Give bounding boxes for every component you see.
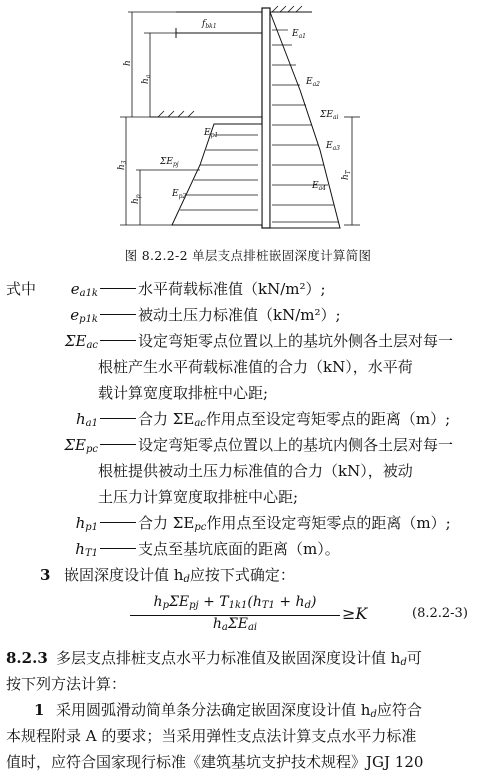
formula-denominator: $h_a\Sigma E_{ai}$: [212, 616, 258, 633]
definition-row: [6, 328, 492, 354]
label-E-a1: $E_{a1}$: [292, 29, 306, 40]
definition-text: 被动土压力标准值（kN/m²）;: [138, 306, 341, 324]
em-dash: [100, 522, 136, 523]
definition-continuation: 根桩提供被动土压力标准值的合力（kN），被动: [98, 462, 413, 480]
item-3-row: [6, 562, 492, 588]
item-number: 1: [34, 701, 45, 719]
calculation-diagram: [0, 0, 496, 240]
label-sum-Eai: $\Sigma E_{ai}$: [320, 110, 339, 121]
formula-relation: ≥K: [342, 604, 368, 623]
symbol: $\Sigma E_{ac}$: [64, 332, 98, 351]
definition-text: 支点至基坑底面的距离（m）。: [138, 540, 340, 558]
item-text-line2: 本规程附录 A 的要求；当采用弹性支点法计算支点水平力标准: [6, 727, 417, 745]
definition-continuation: 载计算宽度取排桩中心距;: [98, 384, 269, 402]
label-E-p2: $E_{p2}$: [172, 189, 187, 200]
label-h-a: $h_a$: [141, 74, 152, 84]
section-number: 8.2.3: [6, 649, 48, 667]
label-E-p1: $E_{p1}$: [204, 128, 219, 139]
symbol: $h_{a1}$: [76, 410, 98, 429]
label-E-a2: $E_{a2}$: [306, 77, 320, 88]
active-pressure-zone: [270, 12, 340, 228]
definitions-block: [6, 276, 492, 588]
symbol: $h_{T1}$: [75, 540, 98, 559]
section-text-line2: 按下列方法计算：: [6, 675, 127, 693]
label-h-3: $h_3$: [117, 160, 128, 170]
where-lead: 式中: [6, 280, 37, 298]
definition-text: 水平荷载标准值（kN/m²）;: [138, 280, 326, 298]
definition-text: 合力 $\Sigma E_{pc}$作用点至设定弯矩零点的距离（m）;: [138, 514, 451, 533]
item-1-row: [6, 697, 492, 723]
section-8-2-3: [6, 645, 492, 775]
definition-continuation: 根桩产生水平荷载标准值的合力（kN），水平荷: [98, 358, 413, 376]
definition-row: [6, 276, 492, 302]
em-dash: [100, 444, 136, 445]
formula-8-2-2-3: [130, 594, 496, 638]
definition-row: [6, 510, 492, 536]
definition-row: [6, 432, 492, 458]
definition-row: [6, 536, 492, 562]
definition-text: 设定弯矩零点位置以上的基坑内侧各土层对每一: [138, 436, 454, 454]
item-text: 嵌固深度设计值 $h_d$应按下式确定：: [64, 566, 295, 585]
symbol: $\Sigma E_{pc}$: [64, 436, 98, 455]
label-h-T: $h_T$: [341, 170, 352, 180]
label-E-a3: $E_{a3}$: [326, 141, 340, 152]
definition-continuation: 土压力计算宽度取排桩中心距;: [98, 488, 299, 506]
section-text: 多层支点排桩支点水平力标准值及嵌固深度设计值 $h_d$可: [56, 649, 422, 668]
ground-hatch-top: [272, 6, 302, 12]
item-text: 采用圆弧滑动简单条分法确定嵌固深度设计值 $h_d$应符合: [56, 701, 422, 720]
item-text-line3: 值时，应符合国家现行标准《建筑基坑支护技术规程》JGJ 120: [6, 753, 424, 771]
em-dash: [100, 314, 136, 315]
figure-caption: 图 8.2.2-2 单层支点排桩嵌固深度计算简图: [124, 248, 372, 263]
definition-row: [6, 302, 492, 328]
definition-text: 设定弯矩零点位置以上的基坑外侧各土层对每一: [138, 332, 454, 350]
symbol: $h_{p1}$: [75, 514, 98, 533]
symbol: $e_{p1k}$: [70, 306, 98, 325]
em-dash: [100, 340, 136, 341]
label-h-p: $h_p$: [131, 194, 142, 204]
label-E-a4: $E_{a4}$: [312, 181, 326, 192]
pile-wall: [262, 8, 270, 228]
em-dash: [100, 548, 136, 549]
em-dash: [100, 288, 136, 289]
label-f-bk1: $f_{bk1}$: [202, 19, 217, 30]
label-sum-Epj: $\Sigma E_{pj}$: [160, 157, 179, 168]
em-dash: [100, 418, 136, 419]
symbol: $e_{a1k}$: [70, 280, 98, 299]
formula-number: (8.2.2-3): [412, 606, 468, 621]
item-number: 3: [40, 566, 51, 584]
label-h: h: [123, 60, 133, 66]
definition-row: [6, 406, 492, 432]
definition-text: 合力 $\Sigma E_{ac}$作用点至设定弯矩零点的距离（m）;: [138, 410, 451, 429]
formula-numerator: $h_p\Sigma E_{pj} + T_{1k1}(h_{T1} + h_d)$: [153, 594, 317, 611]
